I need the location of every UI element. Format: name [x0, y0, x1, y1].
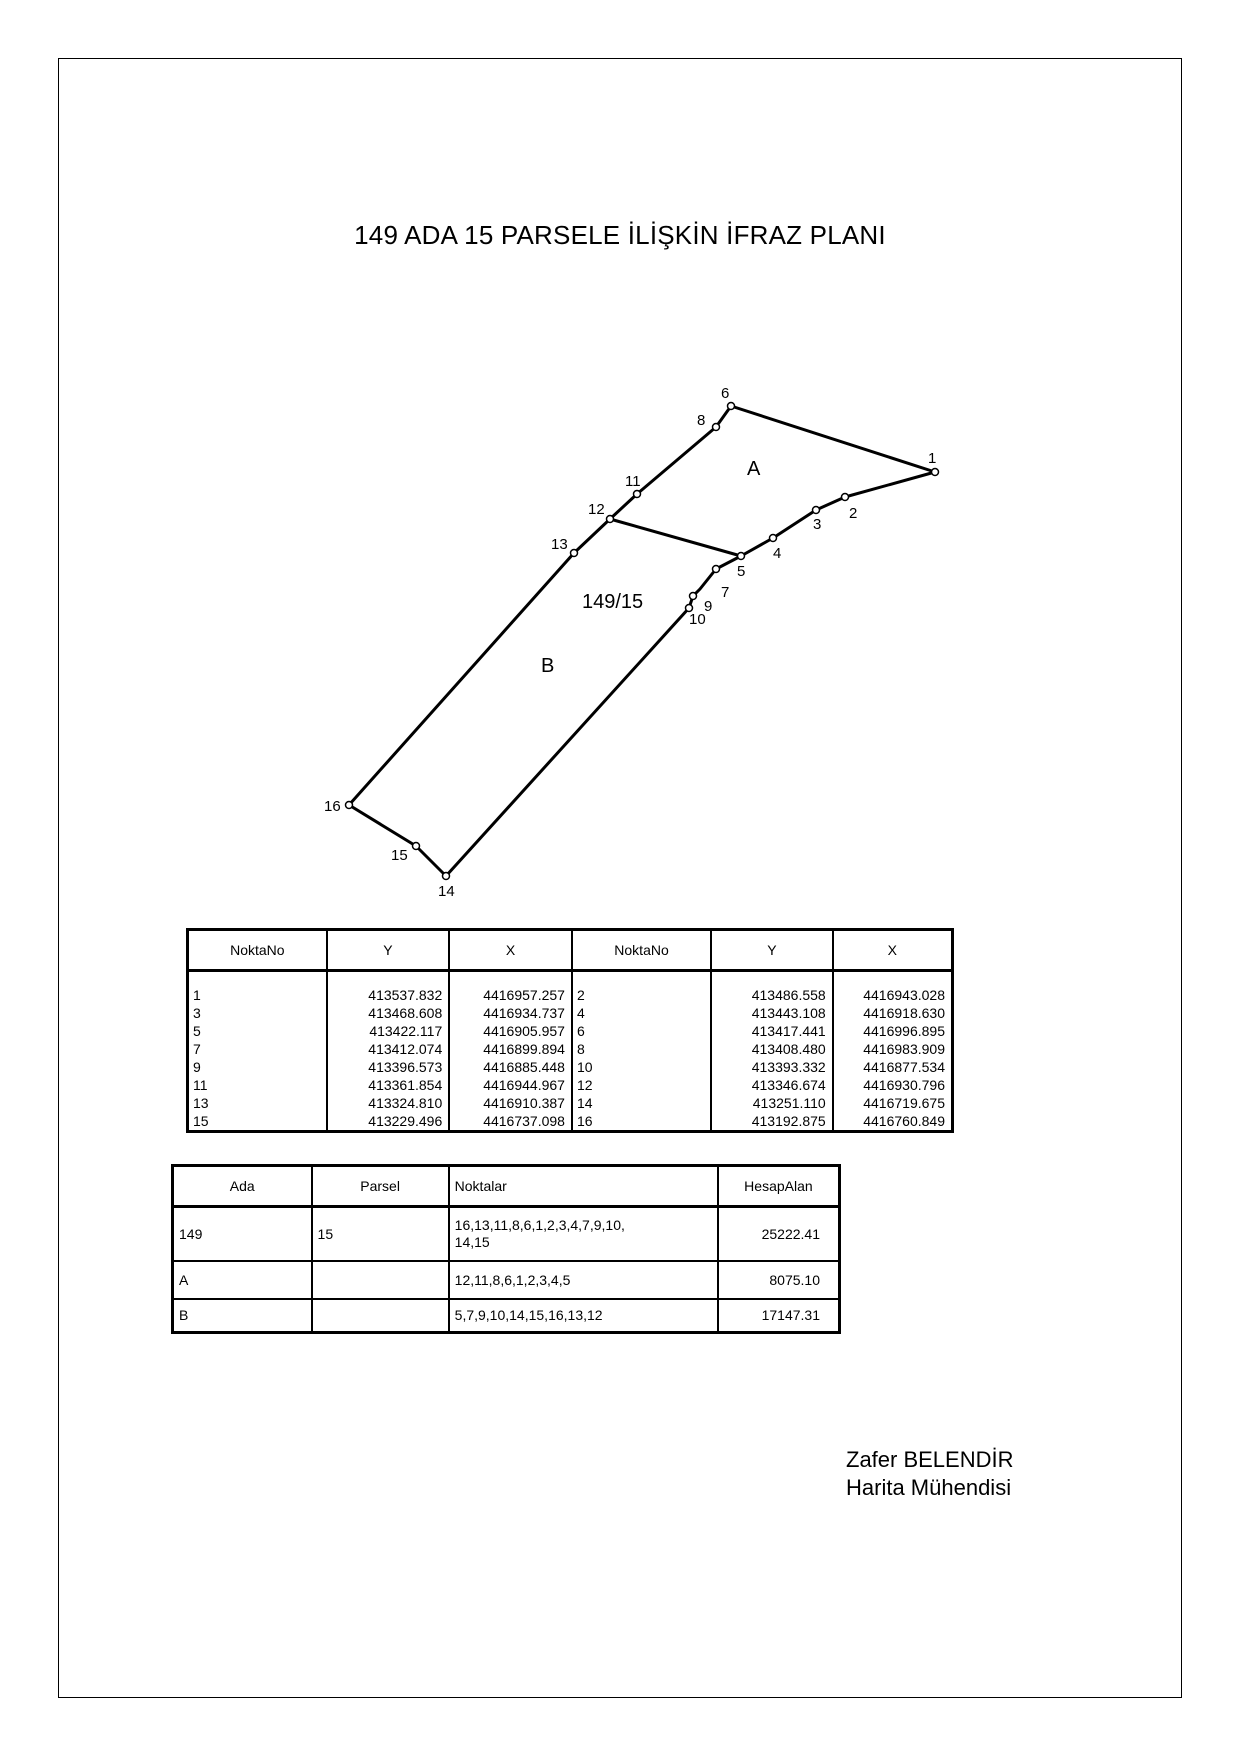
cell: 6 — [572, 1022, 711, 1040]
cell: 413412.074 — [327, 1040, 450, 1058]
point-label-10: 10 — [689, 611, 706, 628]
header-x-2: X — [833, 930, 953, 971]
cell-hesap-alan: 8075.10 — [718, 1261, 840, 1299]
cell: 16 — [572, 1112, 711, 1132]
cell: 7 — [188, 1040, 327, 1058]
coordinates-header-row — [188, 930, 953, 971]
cell: 4416943.028 — [833, 971, 953, 1005]
division-line-12-5 — [610, 519, 741, 556]
point-6-marker — [728, 403, 735, 410]
point-14-marker — [443, 873, 450, 880]
cell: 413486.558 — [711, 971, 833, 1005]
header-nokta-no: NoktaNo — [188, 930, 327, 971]
point-label-5: 5 — [737, 563, 746, 580]
cell: 4416899.894 — [449, 1040, 572, 1058]
cell: 13 — [188, 1094, 327, 1112]
point-label-6: 6 — [721, 385, 730, 402]
cell: 413422.117 — [327, 1022, 450, 1040]
point-4-marker — [770, 535, 777, 542]
cell: 4416918.630 — [833, 1004, 953, 1022]
cell: 10 — [572, 1058, 711, 1076]
area-label-parcel: 149/15 — [582, 591, 644, 613]
parcel-areas-table — [171, 1164, 841, 1334]
signature-block — [846, 1446, 1014, 1502]
boundary-line — [349, 406, 935, 876]
cell-parsel — [312, 1299, 449, 1333]
noktalar-line-2: 14,15 — [454, 1233, 490, 1250]
point-label-13: 13 — [551, 536, 568, 553]
header-x: X — [449, 930, 572, 971]
cell: 4 — [572, 1004, 711, 1022]
cell: 413468.608 — [327, 1004, 450, 1022]
point-label-2: 2 — [849, 505, 858, 522]
cell: 3 — [188, 1004, 327, 1022]
point-label-3: 3 — [813, 516, 822, 533]
cell: 413229.496 — [327, 1112, 450, 1132]
page-title: 149 ADA 15 PARSELE İLİŞKİN İFRAZ PLANI — [354, 220, 886, 250]
cell-hesap-alan: 17147.31 — [718, 1299, 840, 1333]
table-row — [188, 1004, 953, 1022]
cell: 413408.480 — [711, 1040, 833, 1058]
point-13-marker — [571, 550, 578, 557]
cell-noktalar — [449, 1207, 718, 1261]
cell-hesap-alan: 25222.41 — [718, 1207, 840, 1261]
parcels-header-row — [173, 1166, 840, 1207]
cell-ada: A — [173, 1261, 312, 1299]
table-row — [173, 1299, 840, 1333]
cell: 9 — [188, 1058, 327, 1076]
header-noktalar: Noktalar — [449, 1166, 718, 1207]
point-1-marker — [932, 469, 939, 476]
point-label-9: 9 — [704, 598, 713, 615]
header-y: Y — [327, 930, 450, 971]
cell: 14 — [572, 1094, 711, 1112]
cell: 1 — [188, 971, 327, 1005]
cell: 413537.832 — [327, 971, 450, 1005]
cell: 413192.875 — [711, 1112, 833, 1132]
header-nokta-no-2: NoktaNo — [572, 930, 711, 971]
coordinates-table — [186, 928, 954, 1133]
cell: 4416737.098 — [449, 1112, 572, 1132]
cell: 4416957.257 — [449, 971, 572, 1005]
header-parsel: Parsel — [312, 1166, 449, 1207]
point-5-marker — [738, 553, 745, 560]
cell: 4416905.957 — [449, 1022, 572, 1040]
point-11-marker — [634, 491, 641, 498]
point-label-4: 4 — [773, 545, 782, 562]
table-row — [188, 1022, 953, 1040]
point-label-12: 12 — [588, 501, 605, 518]
header-ada: Ada — [173, 1166, 312, 1207]
table-row — [188, 1094, 953, 1112]
cell: 413361.854 — [327, 1076, 450, 1094]
cell: 4416934.737 — [449, 1004, 572, 1022]
cell: 2 — [572, 971, 711, 1005]
cell-parsel — [312, 1261, 449, 1299]
cell: 4416910.387 — [449, 1094, 572, 1112]
point-7-marker — [713, 566, 720, 573]
cell: 11 — [188, 1076, 327, 1094]
point-9-marker — [690, 593, 697, 600]
cell: 4416719.675 — [833, 1094, 953, 1112]
header-y-2: Y — [711, 930, 833, 971]
cell-ada: B — [173, 1299, 312, 1333]
table-row — [173, 1261, 840, 1299]
point-8-marker — [713, 424, 720, 431]
table-row — [188, 1076, 953, 1094]
cell: 4416983.909 — [833, 1040, 953, 1058]
cell: 4416930.796 — [833, 1076, 953, 1094]
signature-name: Zafer BELENDİR — [846, 1447, 1014, 1472]
point-3-marker — [813, 507, 820, 514]
cell-noktalar: 5,7,9,10,14,15,16,13,12 — [449, 1299, 718, 1333]
point-12-marker — [607, 516, 614, 523]
cell: 4416944.967 — [449, 1076, 572, 1094]
cell: 5 — [188, 1022, 327, 1040]
area-label-b: B — [541, 655, 555, 677]
cell: 413417.441 — [711, 1022, 833, 1040]
cell: 4416877.534 — [833, 1058, 953, 1076]
point-label-16: 16 — [324, 798, 341, 815]
cell: 413251.110 — [711, 1094, 833, 1112]
signature-role: Harita Mühendisi — [846, 1475, 1012, 1500]
cell: 15 — [188, 1112, 327, 1132]
cell-ada: 149 — [173, 1207, 312, 1261]
cell: 413396.573 — [327, 1058, 450, 1076]
cell: 8 — [572, 1040, 711, 1058]
cell: 4416885.448 — [449, 1058, 572, 1076]
point-label-11: 11 — [625, 473, 641, 490]
area-label-a: A — [747, 458, 761, 480]
table-row — [188, 1040, 953, 1058]
cell: 413324.810 — [327, 1094, 450, 1112]
cell-noktalar: 12,11,8,6,1,2,3,4,5 — [449, 1261, 718, 1299]
cell: 413443.108 — [711, 1004, 833, 1022]
point-label-1: 1 — [928, 450, 937, 467]
point-label-7: 7 — [721, 584, 730, 601]
cell: 413346.674 — [711, 1076, 833, 1094]
point-15-marker — [413, 843, 420, 850]
cell: 4416996.895 — [833, 1022, 953, 1040]
cell: 4416760.849 — [833, 1112, 953, 1132]
table-row — [188, 1058, 953, 1076]
point-label-8: 8 — [697, 412, 706, 429]
noktalar-line-1: 16,13,11,8,6,1,2,3,4,7,9,10, — [454, 1216, 625, 1233]
header-hesap-alan: HesapAlan — [718, 1166, 840, 1207]
table-row — [188, 971, 953, 1005]
cell-parsel: 15 — [312, 1207, 449, 1261]
point-16-marker — [346, 802, 353, 809]
point-label-15: 15 — [391, 847, 408, 864]
cell: 12 — [572, 1076, 711, 1094]
point-label-14: 14 — [438, 883, 455, 900]
cell: 413393.332 — [711, 1058, 833, 1076]
table-row — [173, 1207, 840, 1261]
point-2-marker — [842, 494, 849, 501]
table-row — [188, 1112, 953, 1132]
